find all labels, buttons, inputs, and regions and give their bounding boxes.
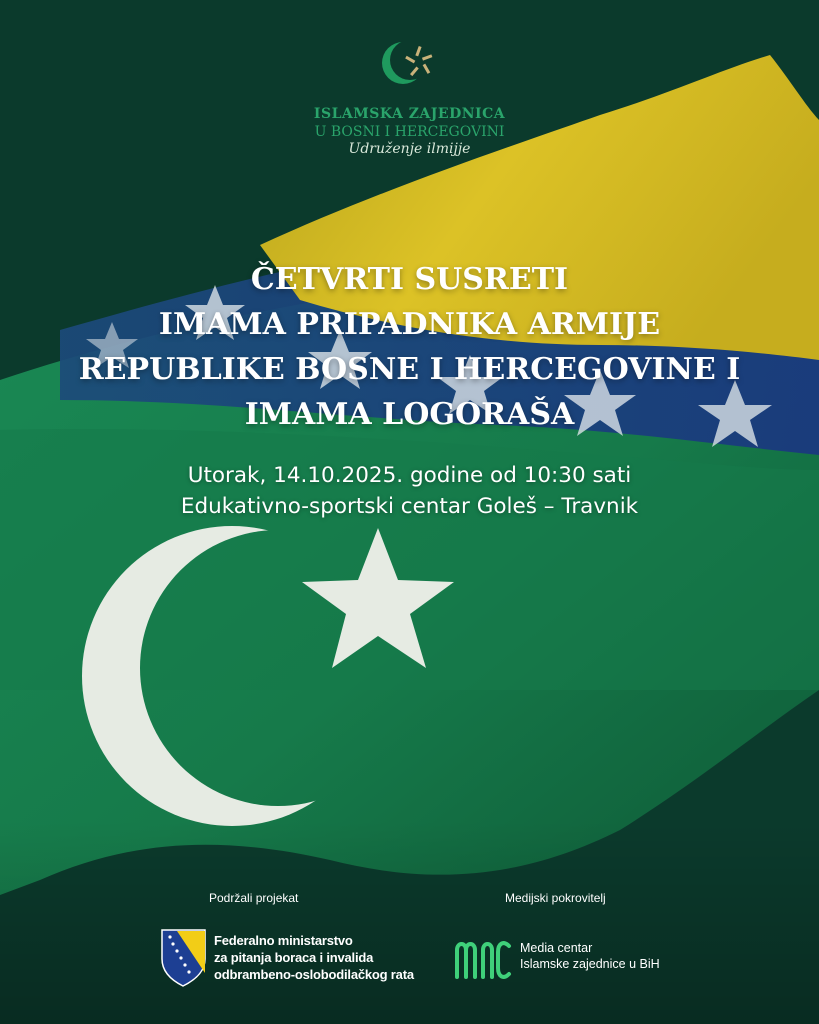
event-location: Edukativno-sportski centar Goleš – Travnik — [180, 494, 639, 519]
media-name-line: Media centar — [520, 941, 593, 955]
org-name-line1: ISLAMSKA ZAJEDNICA — [313, 106, 506, 122]
org-name-line2: U BOSNI I HERCEGOVINI — [314, 124, 505, 140]
crescent-logo-icon — [381, 34, 439, 92]
headline-line: IMAMA PRIPADNIKA ARMIJE — [158, 307, 661, 342]
supporters-label: Podržali projekat — [209, 891, 299, 905]
event-info — [0, 460, 819, 522]
headline — [0, 257, 819, 437]
org-subtitle: Udruženje ilmijje — [348, 141, 471, 157]
event-date-time: Utorak, 14.10.2025. godine od 10:30 sati — [187, 463, 632, 488]
bih-shield-icon — [161, 929, 206, 987]
headline-line: IMAMA LOGORAŠA — [244, 397, 575, 432]
ministry-name-line: odbrambeno-oslobodilačkog rata — [214, 967, 414, 982]
media-centar-name — [520, 940, 660, 972]
ministry-name-line: Federalno ministarstvo — [214, 933, 353, 948]
crescent-emblem — [82, 526, 382, 826]
ministry-name — [214, 932, 414, 983]
headline-line: REPUBLIKE BOSNE I HERCEGOVINE I — [78, 352, 741, 387]
media-name-line: Islamske zajednice u BiH — [520, 957, 660, 971]
media-sponsor-label: Medijski pokrovitelj — [505, 891, 606, 905]
ministry-name-line: za pitanja boraca i invalida — [214, 950, 374, 965]
headline-line: ČETVRTI SUSRETI — [250, 262, 569, 297]
media-centar-logo-icon — [454, 936, 512, 980]
